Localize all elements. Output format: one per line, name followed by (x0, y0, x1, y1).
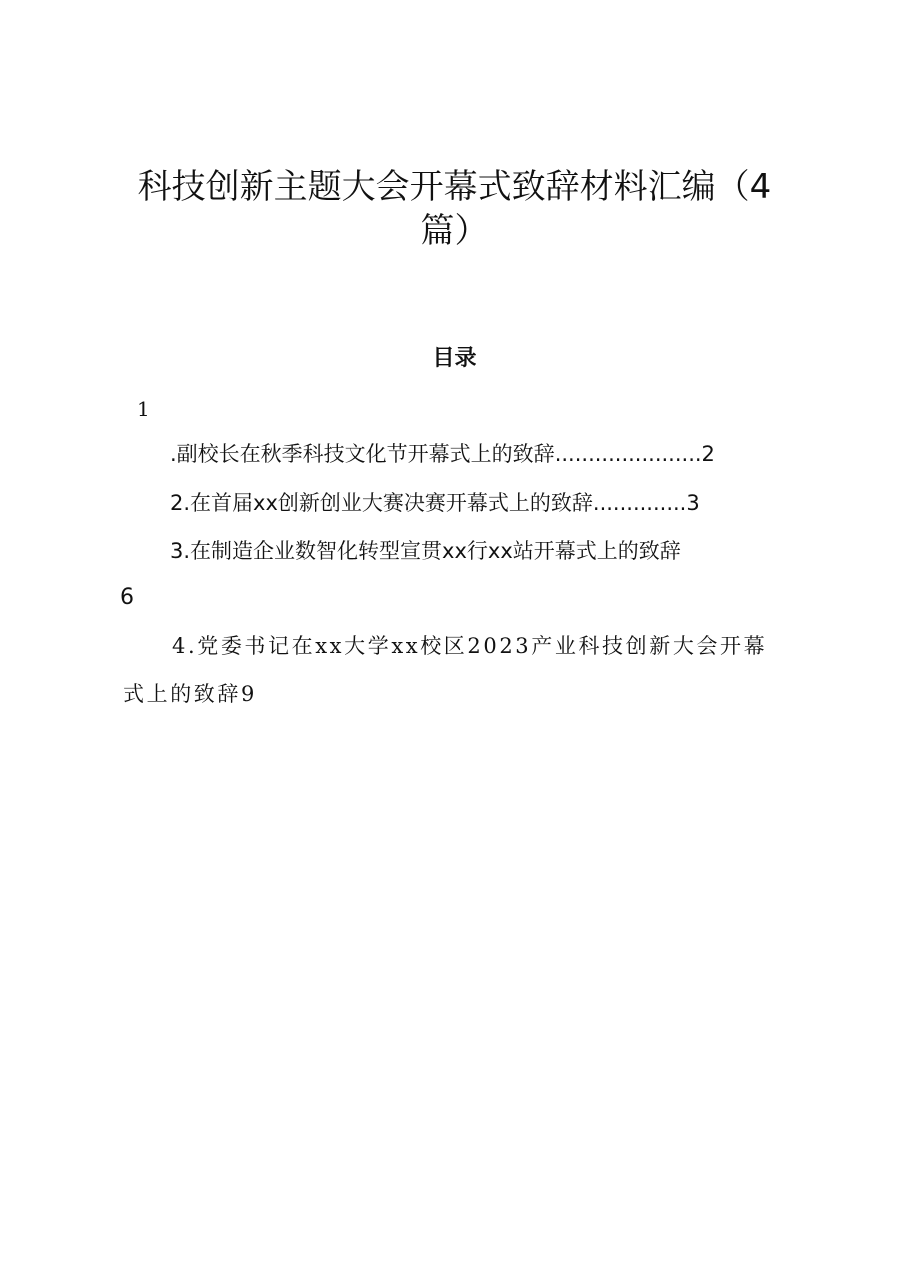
toc-entry-3-text: 3.在制造企业数智化转型宣贯xx行xx站开幕式上的致辞 (170, 539, 681, 563)
toc-stray-number: 1 (137, 397, 150, 421)
toc-entry-1-text: .副校长在秋季科技文化节开幕式上的致辞 (170, 442, 555, 466)
toc-entry-2-page: 3 (686, 491, 700, 515)
toc-entry-2-leader: .............. (592, 491, 687, 515)
toc-entry-4-line-1[interactable]: 4.党委书记在xx大学xx校区2023产业科技创新大会开幕 (172, 634, 768, 658)
toc-heading: 目录 (432, 345, 477, 371)
document-title-line-1: 科技创新主题大会开幕式致辞材料汇编（4 (137, 167, 772, 207)
toc-entry-4-line-2[interactable]: 式上的致辞9 (123, 682, 257, 706)
toc-entry-1-leader: ...................... (554, 442, 702, 466)
toc-entry-2-text: 2.在首届xx创新创业大赛决赛开幕式上的致辞 (170, 491, 593, 515)
document-title-line-2: 篇） (420, 211, 489, 251)
toc-entry-2[interactable] (170, 489, 700, 517)
toc-entry-3[interactable] (170, 537, 681, 565)
toc-entry-1-page: 2 (701, 442, 715, 466)
toc-entry-1[interactable] (170, 440, 715, 468)
toc-entry-3-page: 6 (120, 585, 134, 610)
